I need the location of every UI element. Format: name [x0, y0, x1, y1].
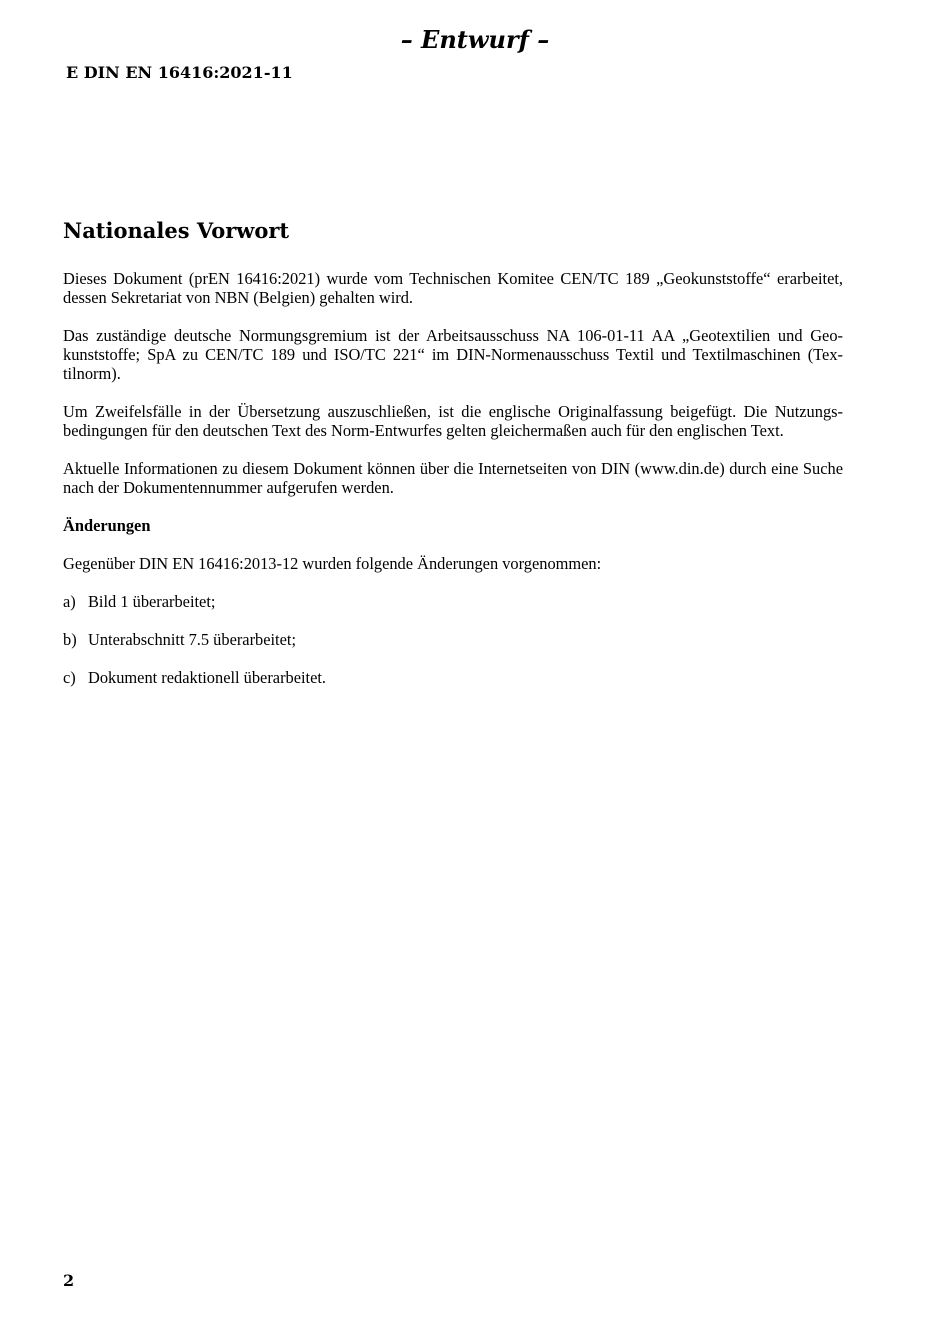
paragraph-information: Aktuelle Informationen zu diesem Dokument können über die Internetseiten von DIN (www.din.de) durch eine Suche nach der Dokumentennummer aufgerufen werden. [63, 459, 843, 497]
list-marker: c) [63, 668, 76, 687]
list-item [63, 630, 843, 649]
paragraph-committee: Dieses Dokument (prEN 16416:2021) wurde vom Technischen Komitee CEN/TC 189 „Geokunststoffe“ erarbeitet, dessen Sekretariat von NBN (Belgien) gehalten wird. [63, 269, 843, 307]
page-number: 2 [63, 1271, 75, 1290]
section-heading: Nationales Vorwort [63, 218, 290, 243]
national-foreword-section [63, 217, 843, 706]
changes-heading: Änderungen [63, 516, 151, 535]
document-id: E DIN EN 16416:2021-11 [66, 63, 293, 82]
draft-watermark-title: – Entwurf – [400, 25, 550, 54]
paragraph-translation: Um Zweifelsfälle in der Übersetzung auszuschließen, ist die englische Originalfassung beigefügt. Die Nutzungsbedingungen für den deutschen Text des Norm-Entwurfes gelten gleichermaßen auch für den englischen Text. [63, 402, 843, 440]
changes-list [63, 592, 843, 687]
changes-intro: Gegenüber DIN EN 16416:2013-12 wurden folgende Änderungen vorgenommen: [63, 554, 602, 573]
list-item-text: Dokument redaktionell überarbeitet. [88, 668, 327, 687]
list-item [63, 668, 843, 687]
list-marker: a) [63, 592, 76, 611]
list-marker: b) [63, 630, 77, 649]
paragraph-national-committee: Das zuständige deutsche Normungsgremium ist der Arbeitsausschuss NA 106-01-11 AA „Geotextilien und Geokunststoffe; SpA zu CEN/TC 189 und ISO/TC 221“ im DIN-Normenausschuss Textil und Textilmaschinen (Textilnorm). [63, 326, 843, 383]
list-item-text: Unterabschnitt 7.5 überarbeitet; [88, 630, 296, 649]
list-item-text: Bild 1 überarbeitet; [88, 592, 216, 611]
list-item [63, 592, 843, 611]
